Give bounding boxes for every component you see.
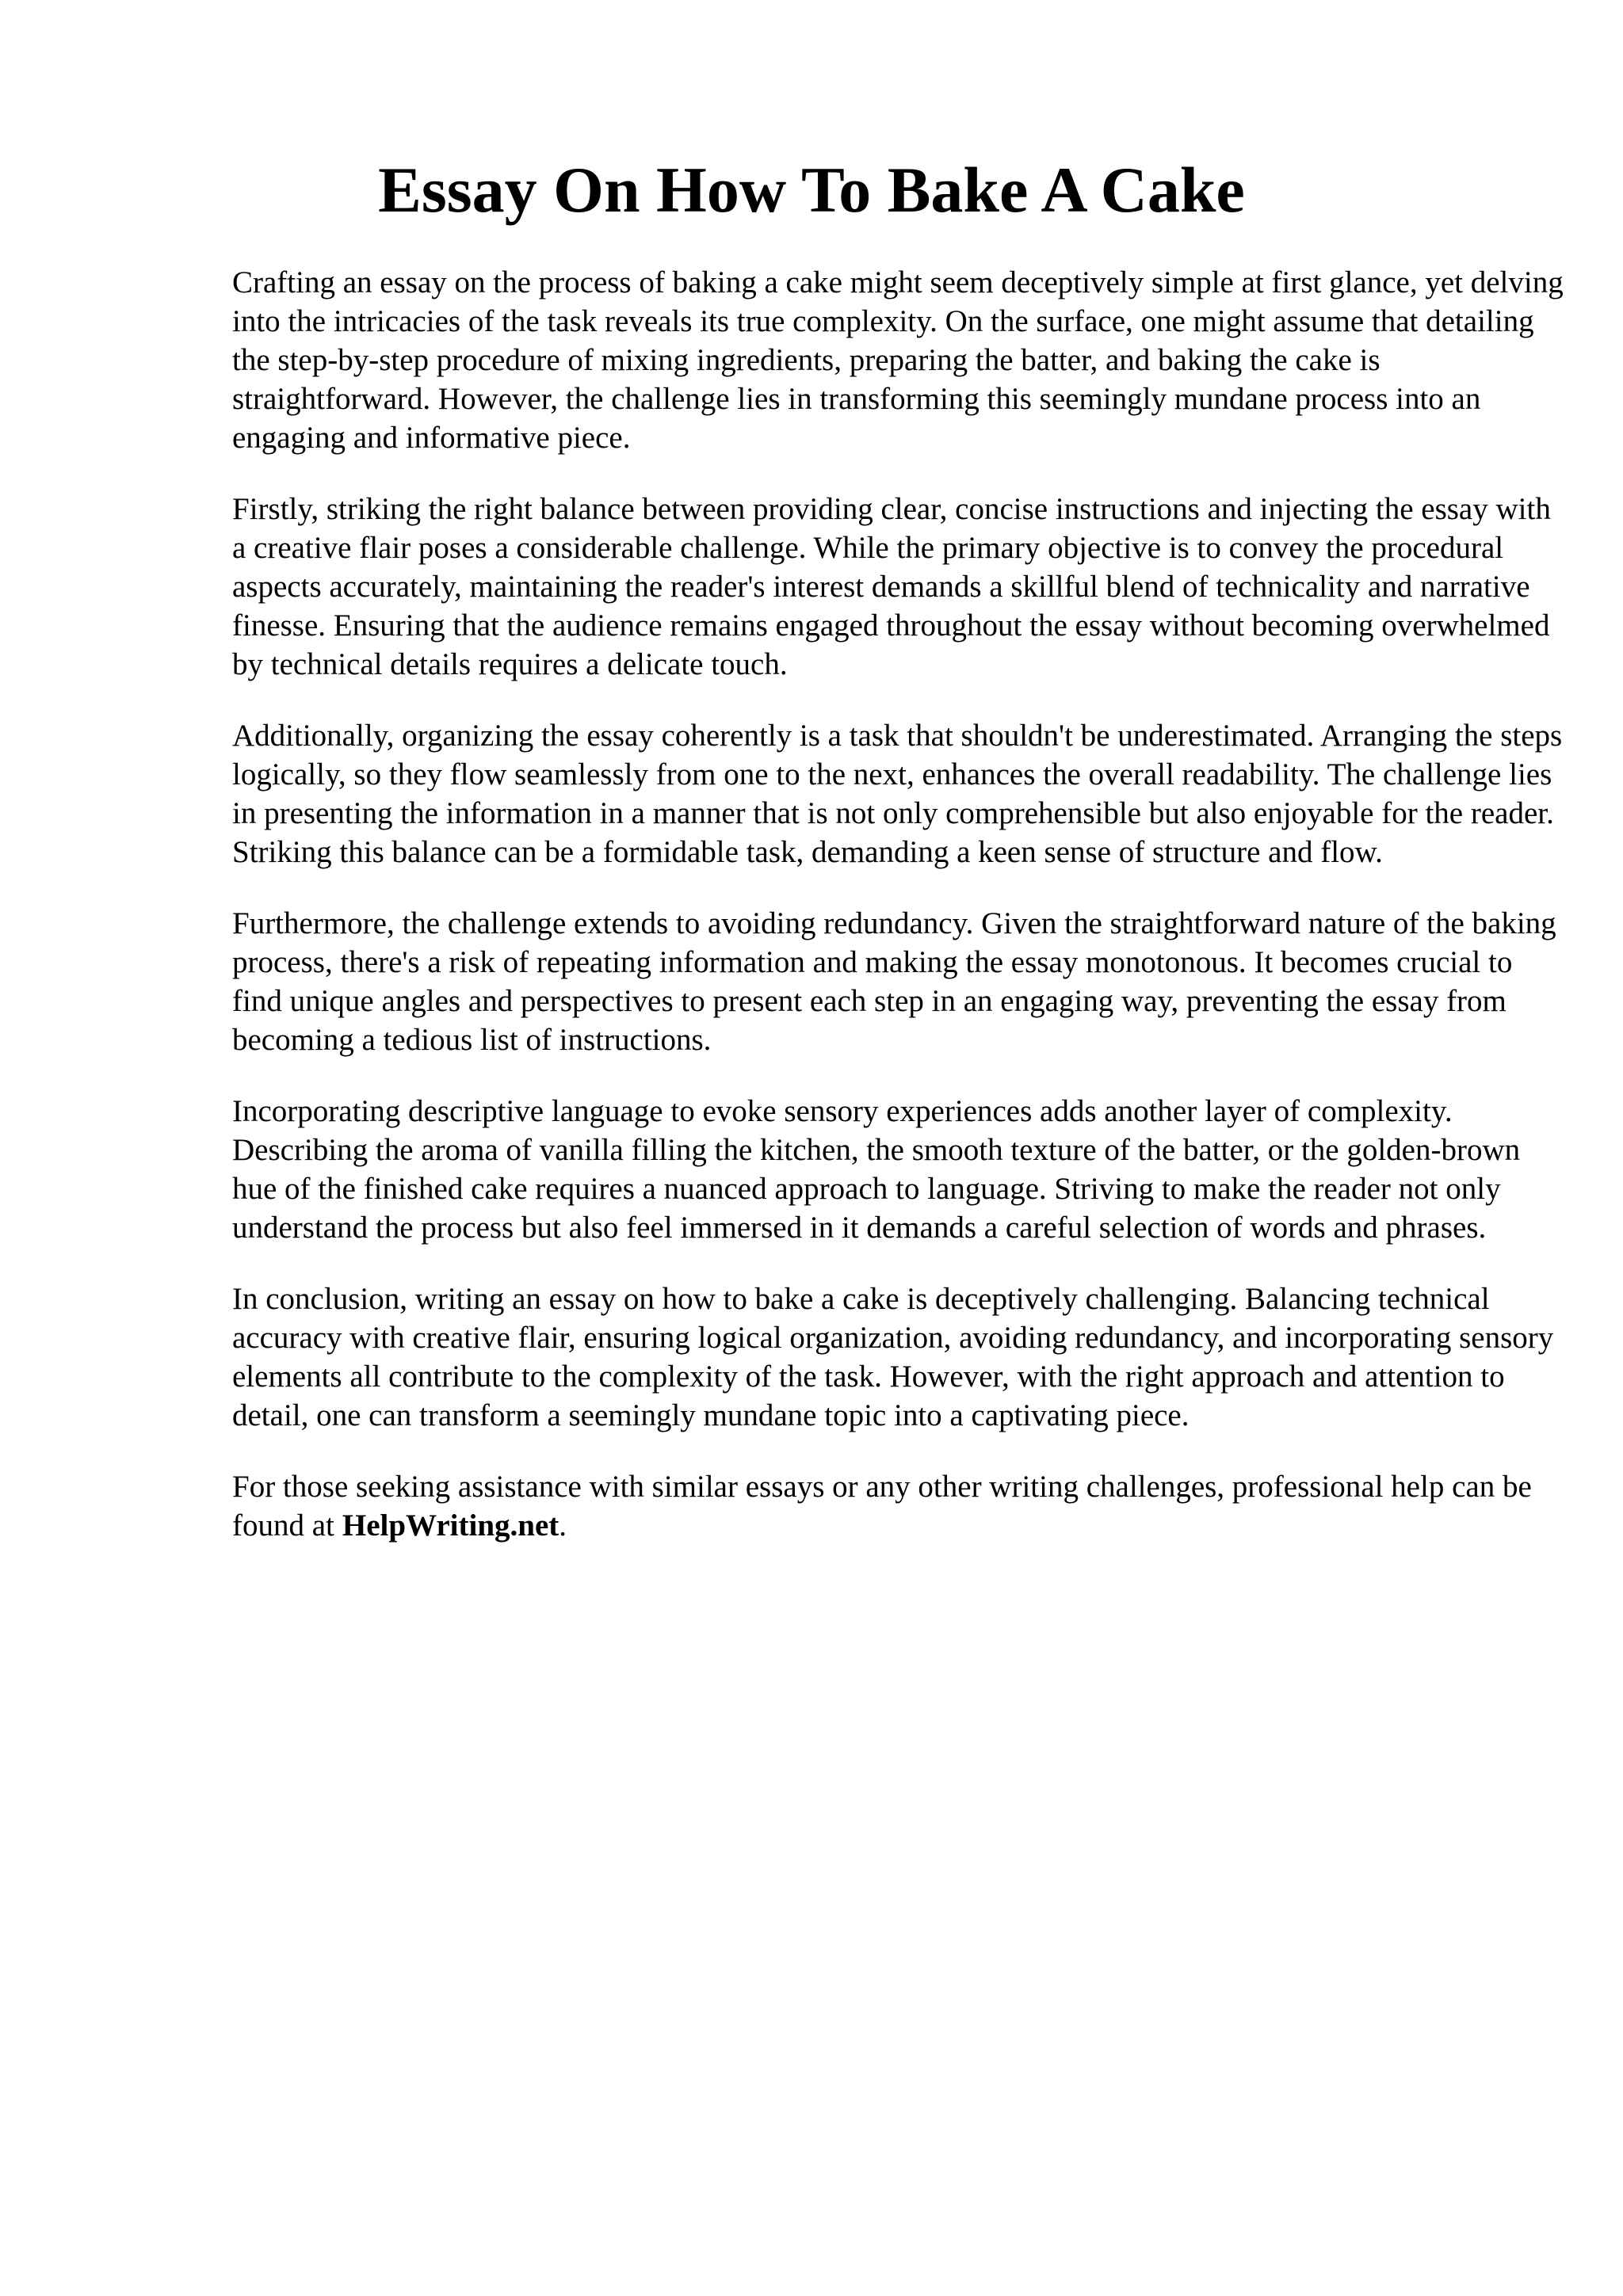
paragraph-organization: Additionally, organizing the essay coherently is a task that shouldn't be underestimated. Arranging the steps logically, so they flow seamlessly from one to the next, enhances the overall readability. The challenge lies in presenting the information in a manner that is not only comprehensible but also enjoyable for the reader. Striking this balance can be a formidable task, demanding a keen sense of structure and flow. <box>232 719 1563 869</box>
page-title: Essay On How To Bake A Cake <box>378 154 1245 226</box>
paragraph-redundancy: Furthermore, the challenge extends to avoiding redundancy. Given the straightforward nature of the baking process, there's a risk of repeating information and making the essay monotonous. It becomes crucial to find unique angles and perspectives to present each step in an engaging way, preventing the essay from becoming a tedious list of instructions. <box>232 906 1556 1057</box>
paragraph-conclusion: In conclusion, writing an essay on how to bake a cake is deceptively challenging. Balancing technical accuracy with creative flair, ensuring logical organization, avoiding redundancy, and incorporating sensory elements all contribute to the complexity of the task. However, with the right approach and attention to detail, one can transform a seemingly mundane topic into a captivating piece. <box>232 1282 1554 1432</box>
essay-body <box>232 263 1564 1545</box>
closing-text: For those seeking assistance with similar essays or any other writing challenges, professional help can be found at <box>232 1470 1532 1543</box>
closing-period: . <box>559 1508 567 1543</box>
brand-link[interactable]: HelpWriting.net <box>342 1508 559 1543</box>
paragraph-closing <box>232 1467 1564 1545</box>
paragraph-descriptive-language: Incorporating descriptive language to evoke sensory experiences adds another layer of complexity. Describing the aroma of vanilla filling the kitchen, the smooth texture of the batter, or the golden-brown hue of the finished cake requires a nuanced approach to language. Striving to make the reader not only understand the process but also feel immersed in it demands a careful selection of words and phrases. <box>232 1094 1521 1245</box>
paragraph-balance: Firstly, striking the right balance between providing clear, concise instructions and injecting the essay with a creative flair poses a considerable challenge. While the primary objective is to convey the procedural aspects accurately, maintaining the reader's interest demands a skillful blend of technicality and narrative finesse. Ensuring that the audience remains engaged throughout the essay without becoming overwhelmed by technical details requires a delicate touch. <box>232 492 1551 681</box>
paragraph-intro: Crafting an essay on the process of baking a cake might seem deceptively simple at first glance, yet delving into the intricacies of the task reveals its true complexity. On the surface, one might assume that detailing the step-by-step procedure of mixing ingredients, preparing the batter, and baking the cake is straightforward. However, the challenge lies in transforming this seemingly mundane process into an engaging and informative piece. <box>232 265 1564 455</box>
